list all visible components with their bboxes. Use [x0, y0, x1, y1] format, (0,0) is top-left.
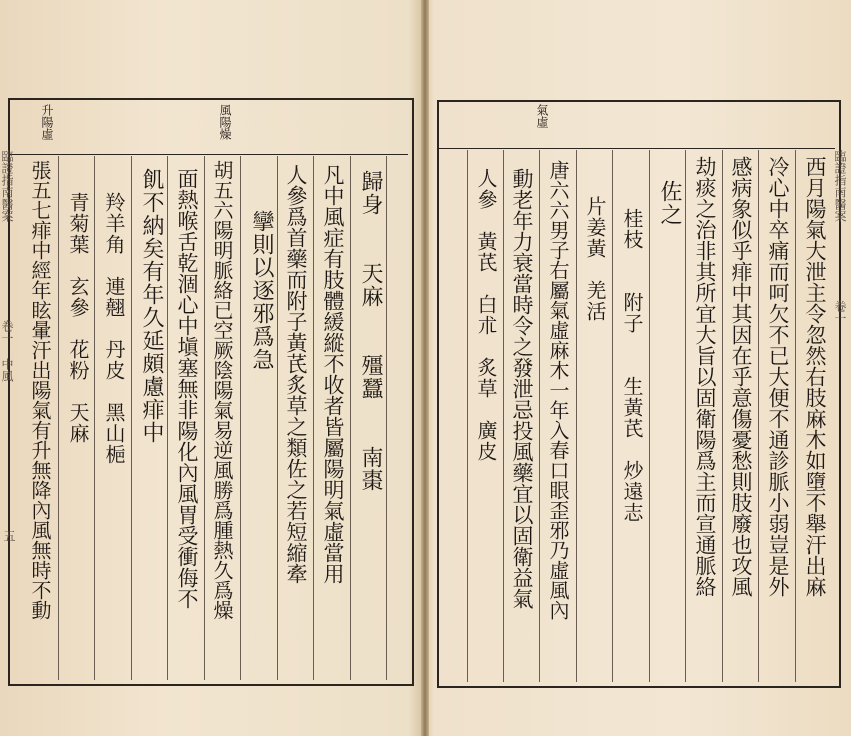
- text-column: 西月陽氣大泄主令忽然右肢麻木如墮不舉汗出麻: [803, 156, 827, 597]
- column-rule: [240, 156, 241, 680]
- column-rule: [612, 150, 613, 682]
- text-column: 冷心中卒痛而呵欠不已大便不通診脈小弱豈是外: [766, 156, 790, 597]
- text-column: 劫痰之治非其所宜大旨以固衛陽爲主而宣通脈絡: [693, 156, 717, 597]
- column-rule: [503, 150, 504, 682]
- right-page-header-band: [439, 102, 835, 149]
- text-column: 佐之: [657, 180, 682, 226]
- text-column: 人參 黃芪 白朮 炙草 廣皮: [474, 168, 498, 462]
- left-header-label-1: 風陽燥: [218, 104, 232, 140]
- text-column: 攣則以逐邪爲急: [249, 210, 274, 371]
- right-header-label: 氣虛: [535, 104, 549, 128]
- column-rule: [795, 150, 796, 682]
- text-column: 面熱喉舌乾涸心中塡塞無非陽化內風胃受衝侮不: [175, 168, 199, 609]
- column-rule: [539, 150, 540, 682]
- margin-volume: 卷一: [833, 300, 847, 324]
- column-rule: [277, 156, 278, 680]
- column-rule: [722, 150, 723, 682]
- column-rule: [94, 156, 95, 680]
- text-column: 青菊葉 玄參 花粉 天麻: [66, 192, 90, 444]
- left-page: [0, 0, 424, 736]
- text-column: 感病象似乎痱中其因在乎意傷憂愁則肢廢也攻風: [729, 156, 753, 597]
- right-page: [427, 0, 851, 736]
- text-column: 人參爲首藥而附子黃芪炙草之類佐之若短縮牽: [284, 164, 308, 584]
- column-rule: [467, 150, 468, 682]
- text-column: 歸身 天麻 殭蠶 南棗: [358, 170, 383, 492]
- column-rule: [167, 156, 168, 680]
- margin-title: 臨證指南醫案: [833, 150, 847, 222]
- column-rule: [576, 150, 577, 682]
- column-rule: [758, 150, 759, 682]
- text-column: 唐六六男子右屬氣虛麻木一年入春口眼歪邪乃虛風內: [546, 160, 570, 620]
- margin-page-number: 五: [2, 530, 16, 542]
- column-rule: [58, 156, 59, 680]
- text-column: 胡五六陽明脈絡已空厥陰陽氣易逆風勝爲腫熱久爲燥: [210, 160, 234, 620]
- margin-title: 臨證指南醫案: [0, 150, 14, 222]
- text-column: 動老年力衰當時令之發泄忌投風藥宜以固衛益氣: [510, 168, 534, 609]
- margin-volume: 卷一 中風: [0, 320, 14, 382]
- column-rule: [204, 156, 205, 680]
- column-rule: [350, 156, 351, 680]
- column-rule: [649, 150, 650, 682]
- column-rule: [685, 150, 686, 682]
- column-rule: [131, 156, 132, 680]
- left-page-header-band: [10, 100, 408, 155]
- text-column: 飢不納矣有年久延頗慮痱中: [139, 168, 164, 444]
- text-column: 凡中風症有肢體緩縱不收者皆屬陽明氣虛當用: [321, 164, 345, 584]
- text-column: 片姜黃 羌活: [583, 196, 607, 322]
- column-rule: [386, 156, 387, 680]
- text-column: 桂枝 附子 生黃芪 炒遠志: [620, 208, 644, 523]
- text-column: 羚羊角 連翹 丹皮 黑山梔: [102, 192, 126, 465]
- left-header-label-2: 升陽虛: [40, 104, 54, 140]
- column-rule: [313, 156, 314, 680]
- text-column: 張五七痱中經年眩暈汗出陽氣有升無降內風無時不動: [28, 160, 52, 620]
